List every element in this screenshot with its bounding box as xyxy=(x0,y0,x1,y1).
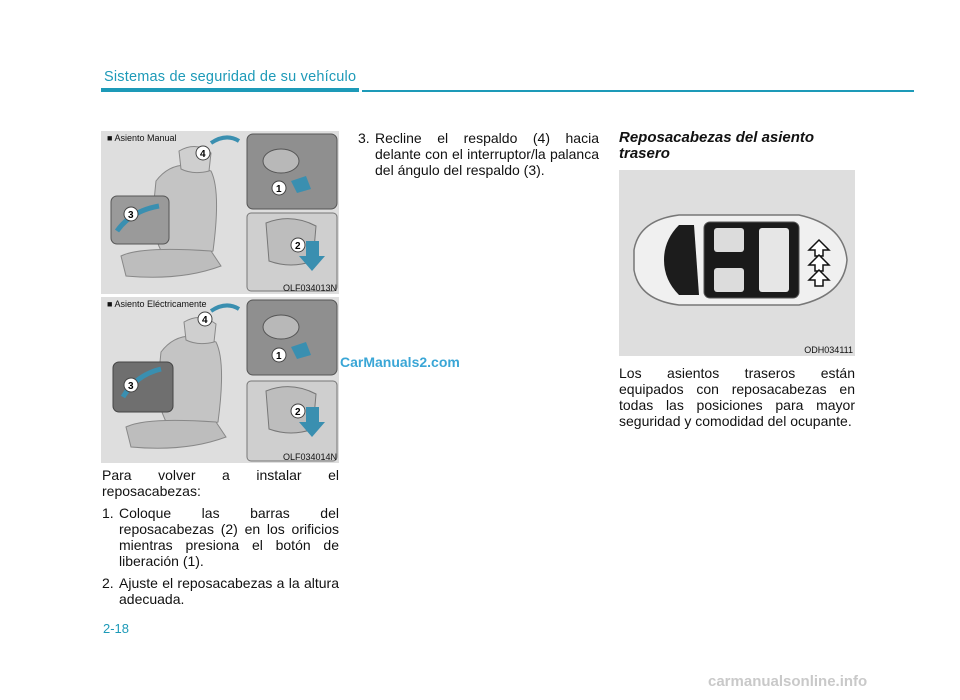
list-item xyxy=(102,575,339,607)
header-rule-thick xyxy=(101,88,359,92)
header-rule-thin xyxy=(362,90,914,92)
rear-headrest-text: Los asientos traseros están equipados con reposacabezas en todas las posiciones para mayor seguridad y comodidad del ocupante. xyxy=(619,365,855,429)
reinstall-steps xyxy=(102,505,339,613)
callout-3: 3 xyxy=(128,210,134,221)
reinstall-intro: Para volver a instalar el reposacabezas: xyxy=(102,467,339,499)
electric-seat-illustration xyxy=(101,297,339,463)
watermark-carmanualsonline: carmanualsonline.info xyxy=(708,673,868,690)
manual-seat-label: ■ Asiento Manual xyxy=(107,133,177,143)
list-item xyxy=(358,130,599,178)
callout-2: 2 xyxy=(295,407,301,418)
manual-seat-code: OLF034013N xyxy=(282,283,337,293)
section-header-title: Sistemas de seguridad de su vehículo xyxy=(104,69,357,85)
manual-seat-figure xyxy=(101,131,339,294)
rear-figure-code: ODH034111 xyxy=(804,345,853,355)
callout-2: 2 xyxy=(295,241,301,252)
recline-steps xyxy=(358,130,599,184)
step-text: Coloque las barras del reposacabezas (2) en los orificios mientras presiona el botón de liberación (1). xyxy=(119,505,339,569)
step-number: 2. xyxy=(102,575,114,591)
electric-seat-figure xyxy=(101,297,339,463)
car-top-view-illustration xyxy=(619,170,855,356)
step-text: Ajuste el reposacabezas a la altura adecuada. xyxy=(119,575,339,607)
electric-seat-label: ■ Asiento Eléctricamente xyxy=(107,299,207,309)
step-text: Recline el respaldo (4) hacia delante con el interruptor/la palanca del ángulo del respaldo (3). xyxy=(375,130,599,178)
rear-headrest-figure xyxy=(619,170,855,356)
page-number: 2-18 xyxy=(103,621,130,636)
callout-3: 3 xyxy=(128,381,134,392)
step-number: 3. xyxy=(358,130,370,146)
callout-1: 1 xyxy=(276,351,282,362)
watermark-carmanuals2: CarManuals2.com xyxy=(340,354,460,370)
callout-4: 4 xyxy=(200,149,206,160)
callout-4: 4 xyxy=(202,315,208,326)
rear-headrest-heading: Reposacabezas del asiento trasero xyxy=(619,129,815,162)
manual-seat-illustration xyxy=(101,131,339,294)
list-item xyxy=(102,505,339,569)
electric-seat-code: OLF034014N xyxy=(282,452,337,462)
callout-1: 1 xyxy=(276,184,282,195)
step-number: 1. xyxy=(102,505,114,521)
